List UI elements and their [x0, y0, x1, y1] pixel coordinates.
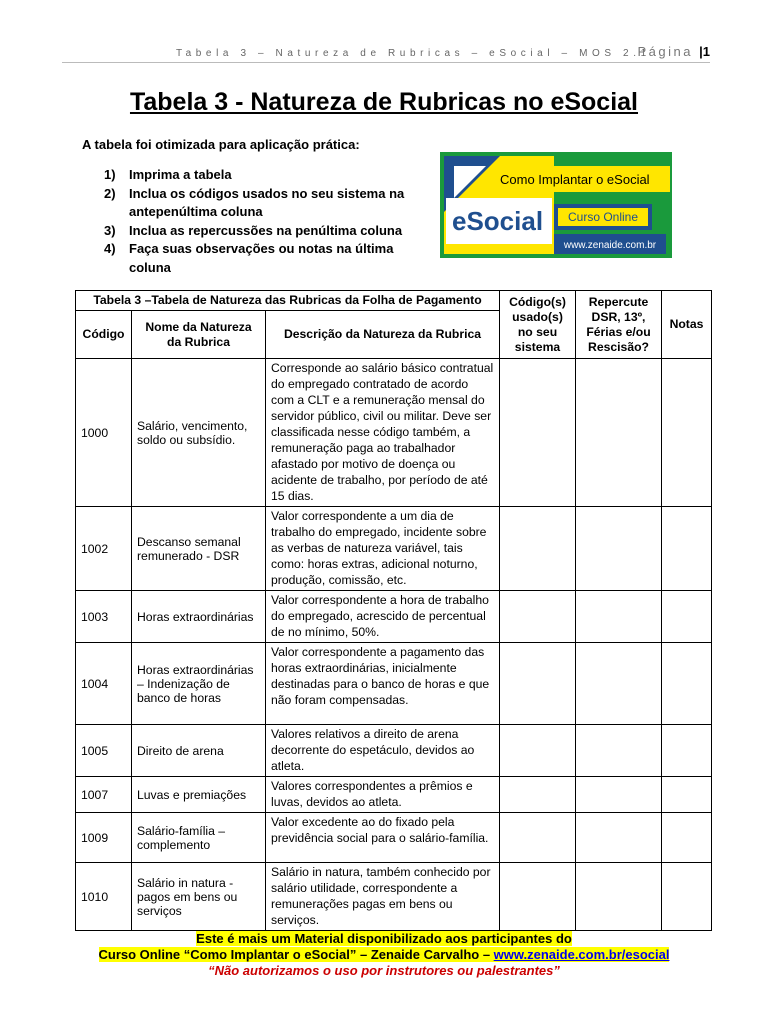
course-banner	[440, 152, 672, 258]
footer-line-2: Curso Online “Como Implantar o eSocial” – Zenaide Carvalho –	[98, 947, 494, 962]
cell-notes[interactable]	[662, 507, 712, 591]
table-caption: Tabela 3 –Tabela de Natureza das Rubricas da Folha de Pagamento	[76, 291, 500, 311]
banner-course: Curso Online	[567, 210, 639, 224]
cell-notes[interactable]	[662, 725, 712, 777]
rubric-table	[75, 290, 712, 931]
row-name: Salário-família – complemento	[132, 813, 266, 863]
table-row	[76, 777, 712, 813]
instruction-list	[104, 166, 434, 277]
cell-codes-used[interactable]	[500, 643, 576, 725]
row-name: Luvas e premiações	[132, 777, 266, 813]
cell-notes[interactable]	[662, 359, 712, 507]
page-title: Tabela 3 - Natureza de Rubricas no eSocial	[129, 88, 639, 116]
banner-title: Como Implantar o eSocial	[500, 172, 650, 187]
row-description: Valor correspondente a pagamento das horas extraordinárias, inicialmente destinadas para o banco de horas e que não foram compensadas.	[266, 643, 500, 725]
cell-repercussion[interactable]	[576, 777, 662, 813]
cell-notes[interactable]	[662, 643, 712, 725]
row-description: Salário in natura, também conhecido por salário utilidade, correspondente a remunerações pagas em bens ou serviços.	[266, 863, 500, 931]
header-name: Nome da Natureza da Rubrica	[132, 311, 266, 359]
page-header	[176, 42, 710, 62]
page-indicator	[638, 44, 710, 59]
table-row	[76, 507, 712, 591]
row-code: 1007	[76, 777, 132, 813]
header-rule	[62, 62, 710, 63]
cell-repercussion[interactable]	[576, 591, 662, 643]
cell-codes-used[interactable]	[500, 813, 576, 863]
cell-codes-used[interactable]	[500, 359, 576, 507]
row-code: 1010	[76, 863, 132, 931]
row-description: Valor excedente ao do fixado pela previdência social para o salário-família.	[266, 813, 500, 863]
page-number: 1	[702, 44, 710, 59]
header-codes-used: Código(s) usado(s) no seu sistema	[500, 291, 576, 359]
cell-repercussion[interactable]	[576, 725, 662, 777]
header-repercussion: Repercute DSR, 13º, Férias e/ou Rescisão?	[576, 291, 662, 359]
instruction-item: 3) Inclua as repercussões na penúltima coluna	[104, 222, 403, 238]
cell-repercussion[interactable]	[576, 643, 662, 725]
instruction-item: 1) Imprima a tabela	[104, 167, 232, 182]
row-code: 1002	[76, 507, 132, 591]
row-code: 1003	[76, 591, 132, 643]
footer-warning: “Não autorizamos o uso por instrutores ou palestrantes”	[208, 963, 560, 978]
cell-codes-used[interactable]	[500, 777, 576, 813]
row-name: Salário, vencimento, soldo ou subsídio.	[132, 359, 266, 507]
footer-line-1: Este é mais um Material disponibilizado aos participantes do	[196, 931, 572, 946]
row-description: Valores correspondentes a prêmios e luvas, devidos ao atleta.	[266, 777, 500, 813]
table-row	[76, 725, 712, 777]
row-name: Descanso semanal remunerado - DSR	[132, 507, 266, 591]
cell-repercussion[interactable]	[576, 863, 662, 931]
cell-repercussion[interactable]	[576, 813, 662, 863]
cell-codes-used[interactable]	[500, 507, 576, 591]
row-description: Valor correspondente a um dia de trabalho do empregado, incidente sobre as verbas de natureza variável, tais como: horas extras, adicional noturno, produção, comissão, etc.	[266, 507, 500, 591]
instruction-item: 4) Faça suas observações ou notas na última coluna	[104, 241, 394, 275]
row-code: 1005	[76, 725, 132, 777]
row-name: Direito de arena	[132, 725, 266, 777]
row-code: 1004	[76, 643, 132, 725]
table-row	[76, 591, 712, 643]
cell-codes-used[interactable]	[500, 863, 576, 931]
cell-codes-used[interactable]	[500, 725, 576, 777]
table-row	[76, 643, 712, 725]
page-footer	[0, 931, 768, 979]
cell-notes[interactable]	[662, 777, 712, 813]
cell-repercussion[interactable]	[576, 507, 662, 591]
row-code: 1000	[76, 359, 132, 507]
footer-link[interactable]: www.zenaide.com.br/esocial	[493, 947, 670, 962]
cell-notes[interactable]	[662, 591, 712, 643]
row-name: Horas extraordinárias	[132, 591, 266, 643]
row-description: Valores relativos a direito de arena decorrente do espetáculo, devidos ao atleta.	[266, 725, 500, 777]
row-description: Valor correspondente a hora de trabalho do empregado, acrescido de percentual de no mínimo, 50%.	[266, 591, 500, 643]
row-name: Salário in natura - pagos em bens ou serviços	[132, 863, 266, 931]
header-text: Tabela 3 – Natureza de Rubricas – eSocial – MOS 2.1	[176, 48, 651, 59]
banner-url: www.zenaide.com.br	[563, 240, 657, 251]
page-label: Página	[637, 44, 693, 59]
intro-text: A tabela foi otimizada para aplicação prática:	[82, 137, 360, 152]
cell-notes[interactable]	[662, 863, 712, 931]
header-code: Código	[76, 311, 132, 359]
table-row	[76, 359, 712, 507]
table-row	[76, 863, 712, 931]
header-notes: Notas	[662, 291, 712, 359]
row-name: Horas extraordinárias – Indenização de banco de horas	[132, 643, 266, 725]
cell-codes-used[interactable]	[500, 591, 576, 643]
brand-text: eSocial	[452, 206, 544, 236]
table-row	[76, 813, 712, 863]
row-code: 1009	[76, 813, 132, 863]
page-separator: |	[699, 44, 703, 59]
cell-notes[interactable]	[662, 813, 712, 863]
row-description: Corresponde ao salário básico contratual do empregado contratado de acordo com a CLT e a remuneração mensal do servidor público, civil ou militar. Deve ser classificada nesse código também, a remuneração paga ao trabalhador afastado por motivo de doença ou acidente de trabalho, por período de até 15 dias.	[266, 359, 500, 507]
header-description: Descrição da Natureza da Rubrica	[266, 311, 500, 359]
cell-repercussion[interactable]	[576, 359, 662, 507]
instruction-item: 2) Inclua os códigos usados no seu sistema na antepenúltima coluna	[104, 185, 405, 219]
